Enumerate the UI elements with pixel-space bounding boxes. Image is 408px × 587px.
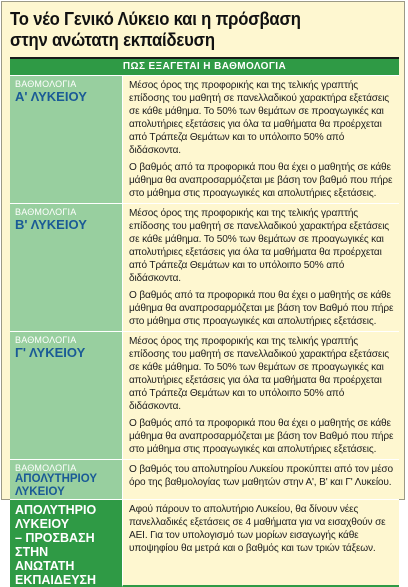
row-label-small: ΒΑΘΜΟΛΟΓΙΑ [15, 463, 77, 473]
row-content [122, 332, 399, 459]
row-label-line: – ΠΡΟΣΒΑΣΗ ΣΤΗΝ [15, 531, 95, 559]
row-label-line: ΑΠΟΛΥΤΗΡΙΟ ΛΥΚΕΙΟΥ [15, 503, 97, 531]
row-content [122, 460, 399, 499]
row-label-small: ΒΑΘΜΟΛΟΓΙΑ [15, 335, 77, 345]
row-b-lykeiou [10, 203, 399, 331]
row-paragraph: Αφού πάρουν το απολυτήριο Λυκείου, θα δίνουν νέες πανελλαδικές εξετάσεις σε 4 μαθήματα για να εισαχθούν σε ΑΕΙ. Για τον υπολογισμό των μορίων εισαγωγής κάθε υποψηφίου θα μετρά και ο βαθμός και των τριών τάξεων. [129, 504, 386, 554]
table-banner: ΠΩΣ ΕΞΑΓΕΤΑΙ Η ΒΑΘΜΟΛΟΓΙΑ [10, 59, 399, 75]
row-paragraph: Ο βαθμός από τα προφορικά που θα έχει ο μαθητής σε κάθε μάθημα θα αναπροσαρμόζεται με βάση τον βαθμό που πήρε στο μάθημα στις προαγωγικές και απολυτήριες εξετάσεις. [129, 162, 393, 199]
row-label [10, 332, 122, 459]
row-content [122, 500, 399, 587]
row-paragraph: Ο βαθμός από τα προφορικά που θα έχει ο μαθητής σε κάθε μάθημα θα αναπροσαρμόζεται με βάση τον Βαθμό που πήρε στο μάθημα στις προαγωγικές και απολυτήριες εξετάσεις. [129, 290, 394, 327]
row-content [122, 76, 399, 203]
row-content [122, 204, 399, 331]
row-paragraph: Μέσος όρος της προφορικής και της τελικής γραπτής επίδοσης του μαθητή σε πανελλαδικού χαρακτήρα εξετάσεις σε κάθε μάθημα. Το 50% των θεμάτων σε προαγωγικές και απολυτήριες εξετάσεις για όλα τα μαθήματα θα προέρχεται από Τράπεζα Θεμάτων και το υπόλοιπο 50% από διδάσκοντα. [129, 80, 390, 156]
row-label-small: ΒΑΘΜΟΛΟΓΙΑ [15, 207, 77, 217]
infographic-frame [1, 1, 405, 587]
row-apolytiriou [10, 459, 399, 499]
row-paragraph: Ο βαθμός από τα προφορικά που θα έχει ο μαθητής σε κάθε μάθημα θα αναπροσαρμόζεται με βάση τον Βαθμό που πήρε στο μάθημα στις προαγωγικές και απολυτήριες εξετάσεις. [129, 418, 394, 455]
row-prosvasi [10, 499, 399, 587]
title-line-1: Το νέο Γενικό Λύκειο και η πρόσβαση [10, 8, 301, 29]
row-paragraph: Μέσος όρος της προφορικής και της τελικής γραπτής επίδοσης του μαθητή σε πανελλαδικού χαρακτήρα εξετάσεις σε κάθε μάθημα. Το 50% των θεμάτων σε προαγωγικές και απολυτήριες εξετάσεις για όλα τα μαθήματα θα προέρχεται από Τράπεζα Θεμάτων και το υπόλοιπο 50% από διδάσκοντα. [129, 208, 390, 284]
row-a-lykeiou [10, 75, 399, 203]
title-line-2: στην ανώτατη εκπαίδευση [10, 29, 215, 50]
row-label-big: Α' ΛΥΚΕΙΟΥ [15, 89, 87, 104]
row-label [10, 76, 122, 203]
row-label-line: ΑΝΩΤΑΤΗ ΕΚΠΑΙΔΕΥΣΗ [15, 559, 97, 587]
row-paragraph: Μέσος όρος της προφορικής και της τελικής γραπτής επίδοσης του μαθητή σε πανελλαδικού χαρακτήρα εξετάσεις σε κάθε μάθημα. Το 50% των θεμάτων σε προαγωγικές και απολυτήριες εξετάσεις για όλα τα μαθήματα θα προέρχεται από Τράπεζα Θεμάτων και το υπόλοιπο 50% από διδάσκοντα. [129, 336, 390, 412]
row-label [10, 460, 122, 499]
row-label-small: ΒΑΘΜΟΛΟΓΙΑ [15, 79, 77, 89]
row-paragraph: Ο βαθμός του απολυτηρίου Λυκείου προκύπτει από τον μέσο όρο της βαθμολογίας των μαθητών στην Α', Β' και Γ' Λυκείου. [129, 464, 393, 488]
row-label-big: ΑΠΟΛΥΤΗΡΙΟΥ ΛΥΚΕΙΟΥ [15, 473, 98, 498]
row-label [10, 500, 122, 587]
row-label-big: Γ' ΛΥΚΕΙΟΥ [15, 345, 86, 360]
row-label [10, 204, 122, 331]
page-title [10, 8, 363, 50]
grading-table [10, 57, 399, 587]
row-label-big: Β' ΛΥΚΕΙΟΥ [15, 217, 87, 232]
row-g-lykeiou [10, 331, 399, 459]
